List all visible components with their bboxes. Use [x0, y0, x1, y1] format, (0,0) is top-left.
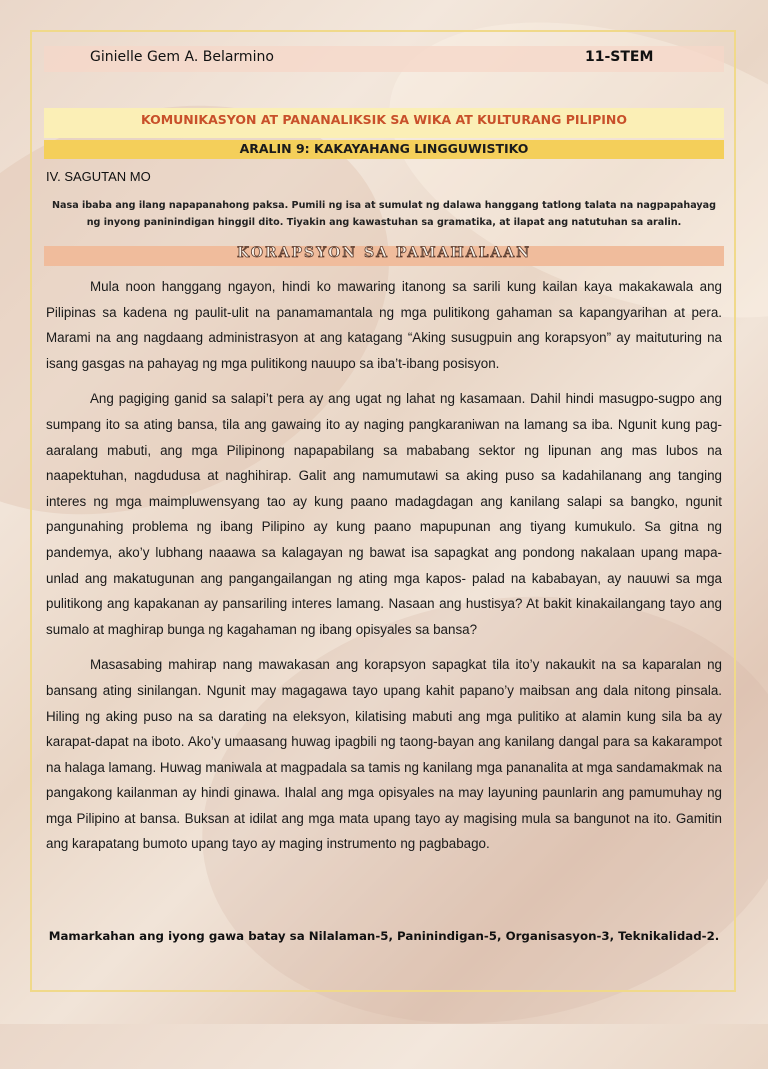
essay-paragraph: Ang pagiging ganid sa salapi’t pera ay ang ugat ng lahat ng kasamaan. Dahil hindi masugpo-sugpo ang sumpang ito sa ating bansa, tila ang gawaing ito ay naging pangkaraniwan na lamang sa iba. Ngunit kung pag-aaralang mabuti, ang mga Pilipinong napapabilang sa mababang sektor ng lipunan ang mas lubos na naapektuhan, nagdudusa at naghihirap. Galit ang namumutawi sa aking puso sa kadahilanang ang tanging interes ng mga maimpluwensyang tao ay kung paano madagdagan ang kanilang salapi sa bangko, ngunit pangunahing problema ng ibang Pilipino ay kung paano mapupunan ang tiyang kumukulo. Sa gitna ng pandemya, ako’y lubhang naaawa sa kalagayan ng bawat isa sapagkat ang pondong nakalaan upang mapa-unlad ang makatugunan ang pangangailangan ng ating mga kapos- palad na kababayan, ay nauuwi sa mga pulitikong ang kapakanan ay pansariling interes lamang. Nasaan ang hustisya? At bakit kinakailangang tayo ang sumalo at maghirap bunga ng kagahaman ng ibang opisyales sa bansa?	[46, 391, 722, 637]
essay-title: KORAPSYON SA PAMAHALAAN	[236, 245, 531, 261]
lesson-title: ARALIN 9: KAKAYAHANG LINGGUWISTIKO	[239, 141, 529, 156]
essay-paragraph: Mula noon hanggang ngayon, hindi ko mawaring itanong sa sarili kung kailan kaya makakawala ang Pilipinas sa kadena ng paulit-ulit na panamamantala ng mga pulitikong gahaman sa kapangyarihan at pera. Marami na ang nagdaang administrasyon at ang katagang “Aking susugpuin ang korapsyon” ay maituturing na isang gasgas na pahayag ng mga pulitikong nauupo sa iba’t-ibang posisyon.	[46, 279, 722, 371]
essay-body	[46, 274, 722, 867]
grading-rubric: Mamarkahan ang iyong gawa batay sa Nilalaman-5, Paninindigan-5, Organisasyon-3, Teknikalidad-2.	[48, 929, 720, 943]
student-name: Ginielle Gem A. Belarmino	[90, 49, 274, 65]
part-label: IV. SAGUTAN MO	[46, 169, 151, 184]
essay-paragraph: Masasabing mahirap nang mawakasan ang korapsyon sapagkat tila ito’y nakaukit na sa kaparalan ng bansang ating sinilangan. Ngunit may magagawa tayo upang kahit papano’y maibsan ang dala nitong pinsala. Hiling ng aking puso na sa darating na eleksyon, kilatising mabuti ang mga pulitiko at alamin kung sila ba ay karapat-dapat na iboto. Ako’y umaasang huwag ipagbili ng taong-bayan ang kanilang dangal para sa kakarampot na halaga lamang. Huwag maniwala at magpadala sa tamis ng kanilang mga pananalita at mga sandamakmak na pangakong kailanman ay hindi ginawa. Ihalal ang mga opisyales na may layuning paunlarin ang pamumuhay ng mga Pilipino at bansa. Buksan at idilat ang mga mata upang tayo ay magising mula sa bangunot na ito. Gamitin ang karapatang bumoto upang tayo ay maging instrumento ng pagbabago.	[46, 657, 722, 852]
student-section: 11-STEM	[585, 49, 654, 65]
instructions: Nasa ibaba ang ilang napapanahong paksa. Pumili ng isa at sumulat ng dalawa hanggang tatlong talata na nagpapahayag ng inyong paninindigan hinggil dito. Tiyakin ang kawastuhan sa gramatika, at ilapat ang natutuhan sa aralin.	[51, 200, 717, 228]
subject-title: KOMUNIKASYON AT PANANALIKSIK SA WIKA AT KULTURANG PILIPINO	[140, 112, 628, 127]
